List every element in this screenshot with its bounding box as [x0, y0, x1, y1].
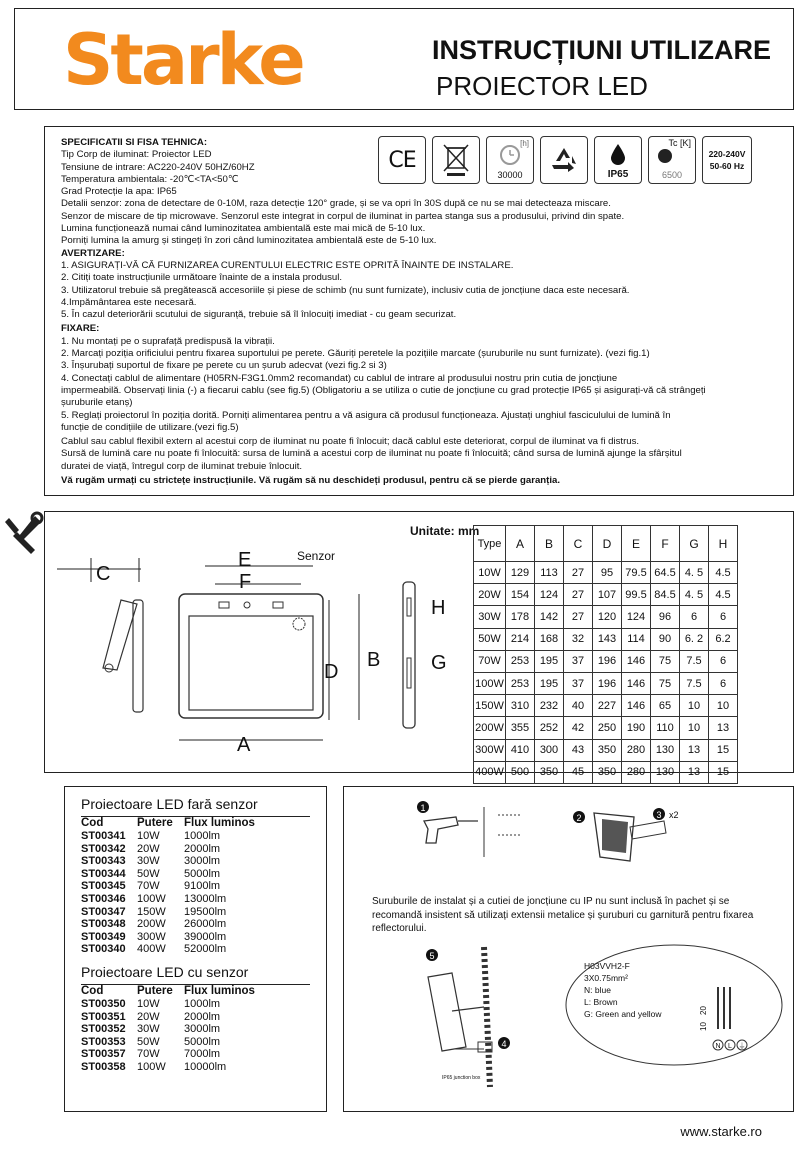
note-line: Cablul sau cablul flexibil extern al acestui corp de iluminat nu poate fi înlocuit; dacă cablul este deteriorat, corpul de iluminat va fi distrus. [61, 436, 640, 448]
svg-text:IP65 junction box: IP65 junction box [442, 1075, 481, 1081]
certification-icons [378, 136, 752, 184]
product-flux: 1000lm [184, 830, 221, 842]
dim-value-cell: 10 [680, 717, 709, 739]
dim-header: G [680, 526, 709, 562]
spec-line: Tip Corp de iluminat: Proiector LED [61, 149, 212, 161]
dim-value-cell: 10 [709, 695, 738, 717]
dim-value-cell: 4. 5 [680, 562, 709, 584]
product-flux: 3000lm [184, 855, 221, 868]
svg-text:N: N [715, 1043, 721, 1050]
dim-header: Type [474, 526, 506, 562]
drill-illustration [417, 801, 520, 857]
product-row [81, 943, 255, 956]
dim-value-cell: 75 [651, 672, 680, 694]
svg-text:H03VVH2-F: H03VVH2-F [584, 961, 630, 971]
product-code: ST00344 [81, 867, 126, 880]
product-power: 30W [137, 1023, 160, 1036]
dim-value-cell: 75 [651, 650, 680, 672]
dim-value-cell: 190 [622, 717, 651, 739]
dim-row [474, 650, 738, 672]
wiring-diagram [566, 945, 782, 1065]
dim-value-cell: 178 [506, 606, 535, 628]
dim-value-cell: 65 [651, 695, 680, 717]
document-title: INSTRUCȚIUNI UTILIZARE [432, 35, 771, 65]
svg-text:N: blue: N: blue [584, 985, 611, 995]
dim-value-cell: 146 [622, 650, 651, 672]
installation-drawings [344, 787, 795, 1113]
product-power: 50W [137, 867, 160, 880]
warning-heading: AVERTIZARE: [61, 247, 125, 259]
dim-row [474, 695, 738, 717]
dim-value-cell: 27 [564, 562, 593, 584]
dim-label-d: D [324, 661, 339, 683]
product-flux: 26000lm [184, 918, 227, 931]
dim-label-c: C [96, 563, 111, 585]
product-row [81, 906, 255, 919]
dim-header-row [474, 526, 738, 562]
sensor-table [81, 985, 255, 1074]
note-line: Sursă de lumină care nu poate fi înlocuită: sursa de lumină a acestui corp de iluminat nu poate fi înlocuită; când sursa de lumină ajunge la sfârșitul [61, 448, 682, 460]
dim-value-cell: 110 [651, 717, 680, 739]
unit-label: Unitate: mm [410, 524, 480, 538]
product-code: ST00358 [81, 1060, 126, 1073]
dim-value-cell: 107 [593, 584, 622, 606]
dim-type-cell: 300W [474, 739, 506, 761]
product-row [81, 998, 255, 1011]
specs-heading: SPECIFICATII SI FISA TEHNICA: [61, 137, 208, 148]
svg-text:5: 5 [429, 951, 435, 961]
dim-value-cell: 124 [535, 584, 564, 606]
product-row [81, 855, 255, 868]
svg-text:3X0.75mm²: 3X0.75mm² [584, 973, 628, 983]
dim-type-cell: 200W [474, 717, 506, 739]
dim-value-cell: 252 [535, 717, 564, 739]
spec-line: Grad Protecție la apa: IP65 [61, 186, 177, 198]
dim-value-cell: 168 [535, 628, 564, 650]
col-flux: Flux luminos [184, 984, 255, 997]
dim-row [474, 606, 738, 628]
dim-row [474, 584, 738, 606]
no-sensor-title: Proiectoare LED fară senzor [81, 796, 258, 812]
dim-value-cell: 350 [593, 761, 622, 783]
dim-value-cell: 253 [506, 672, 535, 694]
dim-label-g: G [431, 652, 447, 674]
product-flux: 39000lm [184, 930, 227, 943]
product-flux: 10000lm [184, 1060, 227, 1073]
dim-label-b: B [367, 649, 381, 671]
final-note: Vă rugăm urmați cu strictețe instrucțiunile. Vă rugăm să nu deschideți produsul, pentru că se pierde garanția. [61, 475, 561, 487]
product-code: ST00341 [81, 830, 126, 842]
product-flux: 1000lm [184, 997, 221, 1010]
dim-row [474, 672, 738, 694]
dim-row [474, 562, 738, 584]
product-code: ST00348 [81, 918, 126, 931]
dim-header: B [535, 526, 564, 562]
product-power: 100W [137, 1060, 166, 1073]
fix-line: impermeabilă. Observați linia (-) a fiecarui cablu (see fig.5) (Obligatoriu a se utiliza o cutie de joncțiune cu grad protecție IP65 și asigurați-vă că strângeți [61, 384, 706, 396]
dimension-drawing [1, 508, 421, 768]
product-code: ST00347 [81, 905, 126, 918]
fix-line: 3. Înșurubați suportul de fixare pe perete cu un șurub adecvat (vezi fig.2 si 3) [61, 360, 387, 372]
weee-bin-icon [432, 136, 480, 184]
dim-value-cell: 310 [506, 695, 535, 717]
dim-value-cell: 90 [651, 628, 680, 650]
product-code: ST00351 [81, 1010, 126, 1023]
dim-value-cell: 6 [709, 606, 738, 628]
note-line: duratei de viață, întregul corp de iluminat trebuie înlocuit. [61, 460, 303, 472]
warning-line: 3. Utilizatorul trebuie să pregătească accesoriile și piese de schimb (nu sunt furnizate), inclusiv cutia de joncțiune daca este necesară. [61, 284, 630, 296]
svg-text:x2: x2 [669, 810, 679, 820]
dim-value-cell: 196 [593, 672, 622, 694]
svg-text:1: 1 [420, 803, 426, 813]
dim-header: D [593, 526, 622, 562]
product-flux: 5000lm [184, 1035, 221, 1048]
col-code: Cod [81, 984, 104, 997]
product-power: 300W [137, 930, 166, 943]
product-code: ST00349 [81, 930, 126, 943]
dim-value-cell: 113 [535, 562, 564, 584]
dim-value-cell: 143 [593, 628, 622, 650]
dim-row [474, 739, 738, 761]
dim-value-cell: 95 [593, 562, 622, 584]
installation-section [343, 786, 794, 1112]
svg-text:G: Green and yellow: G: Green and yellow [584, 1009, 662, 1019]
dim-value-cell: 10 [680, 695, 709, 717]
dim-value-cell: 195 [535, 672, 564, 694]
dim-value-cell: 42 [564, 717, 593, 739]
fix-line: 5. Reglați proiectorul în poziția dorită. Porniți alimentarea pentru a vă asigura că produsul funcționeaza. Ajustați unghiul fasciculului de lumină în [61, 409, 671, 421]
dim-value-cell: 214 [506, 628, 535, 650]
dim-value-cell: 350 [535, 761, 564, 783]
projector-side-view [403, 582, 415, 728]
spec-line: Lumina funcționează numai când luminozitatea ambientală este mai mică de 5-10 lux. [61, 223, 426, 235]
fix-heading: FIXARE: [61, 323, 100, 335]
dim-value-cell: 280 [622, 739, 651, 761]
svg-text:10: 10 [699, 1022, 708, 1031]
product-power: 50W [137, 1035, 160, 1048]
product-power: 400W [137, 943, 166, 956]
product-code: ST00342 [81, 842, 126, 855]
product-row [81, 830, 255, 843]
warning-line: 1. ASIGURAȚI-VĂ CĂ FURNIZAREA CURENTULUI ELECTRIC ESTE OPRITĂ ÎNAINTE DE INSTALARE. [61, 259, 514, 271]
product-flux: 2000lm [184, 1010, 221, 1023]
dim-label-a: A [237, 734, 251, 756]
dim-value-cell: 13 [680, 739, 709, 761]
product-power: 30W [137, 855, 160, 868]
dim-label-f: F [239, 571, 252, 593]
dim-value-cell: 13 [680, 761, 709, 783]
brand-logo: Starke [63, 19, 303, 101]
dim-value-cell: 410 [506, 739, 535, 761]
spec-line: Tensiune de intrare: AC220-240V 50HZ/60HZ [61, 161, 255, 173]
product-code: ST00340 [81, 943, 126, 956]
product-row [81, 893, 255, 906]
specs-section [44, 126, 794, 496]
dim-value-cell: 43 [564, 739, 593, 761]
spec-line: Temperatura ambientala: -20℃<TA<50℃ [61, 173, 239, 185]
dim-value-cell: 196 [593, 650, 622, 672]
product-flux: 9100lm [184, 880, 221, 893]
svg-text:3: 3 [656, 810, 662, 820]
spec-line: Detalii senzor: zona de detectare de 0-10M, raza detecție 120° grade, și se va opri în 30S după ce nu se mai detecteaza miscare. [61, 198, 611, 210]
product-row [81, 1023, 255, 1036]
dim-header: H [709, 526, 738, 562]
product-flux: 5000lm [184, 867, 221, 880]
dim-row [474, 761, 738, 783]
svg-text:L: Brown: L: Brown [584, 997, 618, 1007]
footer-url[interactable]: www.starke.ro [680, 1124, 762, 1139]
ce-mark-icon: CE [378, 136, 426, 184]
dim-value-cell: 154 [506, 584, 535, 606]
product-flux: 2000lm [184, 842, 221, 855]
dim-type-cell: 30W [474, 606, 506, 628]
dim-type-cell: 20W [474, 584, 506, 606]
dim-value-cell: 129 [506, 562, 535, 584]
product-row [81, 1036, 255, 1049]
tools-icon [5, 513, 42, 554]
dim-value-cell: 146 [622, 672, 651, 694]
product-code: ST00357 [81, 1048, 126, 1061]
dim-value-cell: 142 [535, 606, 564, 628]
dim-value-cell: 37 [564, 672, 593, 694]
product-code: ST00352 [81, 1023, 126, 1036]
dim-row [474, 628, 738, 650]
product-row [81, 868, 255, 881]
col-power: Putere [137, 817, 173, 829]
fix-line: 4. Conectați cablul de alimentare (H05RN-F3G1.0mm2 recomandat) cu cablul de intrare al produsului nostru prin cutia de joncțiune [61, 372, 618, 384]
dim-value-cell: 146 [622, 695, 651, 717]
dim-value-cell: 40 [564, 695, 593, 717]
product-row [81, 1048, 255, 1061]
product-code: ST00353 [81, 1035, 126, 1048]
dim-value-cell: 350 [593, 739, 622, 761]
dim-value-cell: 6.2 [709, 628, 738, 650]
product-flux: 3000lm [184, 1023, 221, 1036]
dim-value-cell: 64.5 [651, 562, 680, 584]
installation-note: Suruburile de instalat și a cutiei de joncțiune cu IP nu sunt inclusă în pachet și se recomandă insistent să utilizați extensii metalice și șuruburi cu garnitură pentru fixarea reflectorului. [372, 896, 754, 934]
dim-value-cell: 4. 5 [680, 584, 709, 606]
svg-text:2: 2 [576, 813, 582, 823]
dim-value-cell: 250 [593, 717, 622, 739]
recycle-icon [540, 136, 588, 184]
product-row [81, 880, 255, 893]
fix-line: 1. Nu montați pe o suprafață predispusă la vibrații. [61, 335, 275, 347]
dim-value-cell: 4.5 [709, 584, 738, 606]
dimensions-table [473, 525, 738, 784]
product-power: 10W [137, 830, 160, 842]
product-row [81, 1011, 255, 1024]
product-power: 70W [137, 880, 160, 893]
document-subtitle: PROIECTOR LED [436, 71, 648, 101]
product-power: 150W [137, 905, 166, 918]
svg-text:⏚: ⏚ [738, 1043, 746, 1050]
product-row [81, 1061, 255, 1074]
warning-line: 4.Impământarea este necesară. [61, 296, 197, 308]
spec-line: Senzor de miscare de tip microwave. Senzorul este integrat in corpul de iluminat in partea stanga sus a produsului, privind din spate. [61, 210, 625, 222]
product-row [81, 843, 255, 856]
products-section [64, 786, 327, 1112]
header [14, 8, 794, 110]
warning-line: 5. În cazul deteriorării scutului de siguranță, trebuie să îl înlocuiți imediat - cu geam securizat. [61, 309, 457, 321]
col-flux: Flux luminos [184, 817, 255, 829]
dim-value-cell: 15 [709, 739, 738, 761]
dim-value-cell: 32 [564, 628, 593, 650]
product-flux: 52000lm [184, 943, 227, 956]
col-power: Putere [137, 984, 173, 997]
dim-header: C [564, 526, 593, 562]
dim-value-cell: 79.5 [622, 562, 651, 584]
dim-value-cell: 130 [651, 739, 680, 761]
dim-header: A [506, 526, 535, 562]
dim-value-cell: 500 [506, 761, 535, 783]
svg-text:20: 20 [699, 1006, 708, 1015]
dim-value-cell: 6. 2 [680, 628, 709, 650]
product-row [81, 931, 255, 944]
fix-line: funcție de condițiile de utilizare.(vezi fig.5) [61, 421, 239, 433]
spec-line: Porniți lumina la amurg și stingeți în zori când luminozitatea ambientală este de 5-10 lux. [61, 235, 437, 247]
dim-label-e: E [238, 549, 252, 571]
dim-value-cell: 280 [622, 761, 651, 783]
dim-value-cell: 114 [622, 628, 651, 650]
wall-mount-illustration [426, 947, 510, 1087]
dim-row [474, 717, 738, 739]
dim-value-cell: 130 [651, 761, 680, 783]
sensor-label: Senzor [297, 549, 336, 563]
dim-type-cell: 70W [474, 650, 506, 672]
product-power: 10W [137, 997, 160, 1010]
fix-line: 2. Marcați poziția orificiului pentru fixarea suportului pe perete. Găuriți peretele la pozițiile marcate (șuruburile nu sunt furnizate). (vezi fig.1) [61, 348, 650, 360]
dim-type-cell: 50W [474, 628, 506, 650]
lifetime-clock-icon: [h] 30000 [486, 136, 534, 184]
no-sensor-table [81, 817, 255, 956]
voltage-badge: 220-240V 50-60 Hz [702, 136, 752, 184]
dim-value-cell: 15 [709, 761, 738, 783]
product-power: 20W [137, 842, 160, 855]
product-code: ST00343 [81, 855, 126, 868]
product-power: 20W [137, 1010, 160, 1023]
fix-line: șuruburile etanș) [61, 397, 133, 409]
svg-text:L: L [728, 1043, 732, 1050]
dim-value-cell: 4.5 [709, 562, 738, 584]
dim-value-cell: 232 [535, 695, 564, 717]
dim-value-cell: 84.5 [651, 584, 680, 606]
col-code: Cod [81, 817, 104, 829]
product-flux: 13000lm [184, 892, 227, 905]
dim-header: E [622, 526, 651, 562]
sensor-title: Proiectoare LED cu senzor [81, 963, 249, 980]
color-temperature-icon: Tc [K] 6500 [648, 136, 696, 184]
dim-value-cell: 7.5 [680, 650, 709, 672]
specs-text [61, 137, 781, 487]
dim-type-cell: 100W [474, 672, 506, 694]
dim-value-cell: 124 [622, 606, 651, 628]
dim-value-cell: 6 [680, 606, 709, 628]
dim-type-cell: 400W [474, 761, 506, 783]
dim-header: F [651, 526, 680, 562]
dim-value-cell: 99.5 [622, 584, 651, 606]
dim-value-cell: 6 [709, 672, 738, 694]
product-code: ST00345 [81, 880, 126, 893]
dim-value-cell: 120 [593, 606, 622, 628]
svg-text:4: 4 [501, 1039, 507, 1049]
product-power: 200W [137, 918, 166, 931]
product-flux: 19500lm [184, 905, 227, 918]
dim-value-cell: 45 [564, 761, 593, 783]
dim-value-cell: 13 [709, 717, 738, 739]
product-code: ST00350 [81, 997, 126, 1010]
dimensions-section [44, 511, 794, 779]
bracket-mount-illustration [573, 808, 679, 861]
product-power: 70W [137, 1048, 160, 1061]
dim-value-cell: 253 [506, 650, 535, 672]
dim-value-cell: 355 [506, 717, 535, 739]
product-flux: 7000lm [184, 1048, 221, 1061]
ip65-drop-icon: IP65 [594, 136, 642, 184]
dim-value-cell: 96 [651, 606, 680, 628]
dim-value-cell: 195 [535, 650, 564, 672]
dim-value-cell: 27 [564, 606, 593, 628]
product-power: 100W [137, 892, 166, 905]
projector-back-view [179, 594, 323, 718]
dim-value-cell: 6 [709, 650, 738, 672]
product-row [81, 918, 255, 931]
warning-line: 2. Citiți toate instrucțiunile următoare înainte de a instala produsul. [61, 272, 343, 284]
dim-value-cell: 7.5 [680, 672, 709, 694]
dim-value-cell: 227 [593, 695, 622, 717]
dim-label-h: H [431, 597, 446, 619]
dim-type-cell: 150W [474, 695, 506, 717]
dim-value-cell: 300 [535, 739, 564, 761]
dim-value-cell: 27 [564, 584, 593, 606]
product-code: ST00346 [81, 892, 126, 905]
dim-value-cell: 37 [564, 650, 593, 672]
dim-type-cell: 10W [474, 562, 506, 584]
